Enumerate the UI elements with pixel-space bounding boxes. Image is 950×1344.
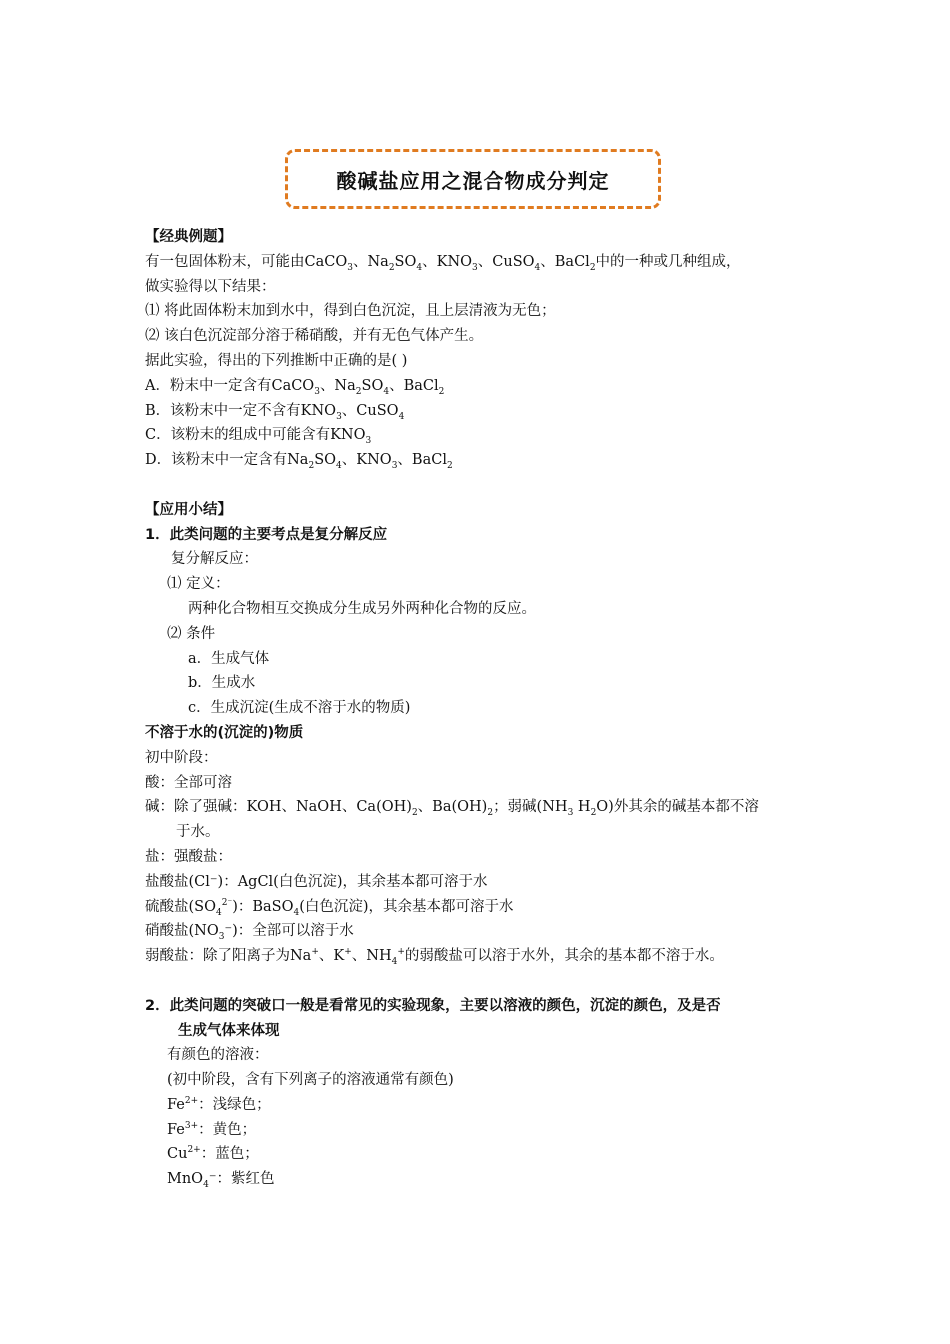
point1-intro: 复分解反应： [171,551,258,568]
acid-line: 酸：全部可溶 [145,774,232,791]
base-line: 碱：除了强碱：KOH、NaOH、$Ca(OH)_2$、$Ba(OH)_2$；弱碱($NH_3$ $H_2O$)外其余的碱基本都不溶 [145,799,759,819]
page-title: 酸碱盐应用之混合物成分判定 [336,168,610,193]
point2-title-cont: 生成气体来体现 [178,1022,280,1039]
option-c: C．该粉末的组成中可能含有$KNO_3$ [145,427,372,447]
point1-title: 1．此类问题的主要考点是复分解反应 [145,526,388,543]
definition-label: ⑴ 定义： [167,576,230,593]
option-b: B．该粉末中一定不含有$KNO_3$、CuSO$_4$ [145,402,405,422]
colored-note: (初中阶段，含有下列离子的溶液通常有颜色) [167,1072,454,1089]
condition-label: ⑵ 条件 [167,625,216,642]
example-question: 据此实验，得出的下列推断中正确的是( ) [145,352,408,369]
ion-formula: MnO$_4$⁻ [167,1171,217,1191]
point2-title: 2．此类问题的突破口一般是看常见的实验现象，主要以溶液的颜色，沉淀的颜色，及是否 [145,997,721,1014]
title-box [285,149,661,209]
condition-item: b．生成水 [188,675,256,692]
ion-color: ：紫红色 [216,1171,275,1188]
ion-color: ：蓝色； [200,1146,259,1163]
ion-row [0,1118,950,1143]
ion-formula: $Cu^{2+}$ [167,1145,201,1163]
weak-acid-salt-line: 弱酸盐：除了阳离子为Na+、K+、$NH_4^+$的弱酸盐可以溶于水外，其余的基本都不溶于水。 [145,947,724,967]
document-body [0,225,950,1192]
example-heading: 【经典例题】 [145,229,232,245]
condition-item: c．生成沉淀(生成不溶于水的物质) [188,700,411,717]
example-stem-line: ⑵ 该白色沉淀部分溶于稀硝酸，并有无色气体产生。 [145,328,484,345]
ion-row [0,1167,950,1192]
ion-row [0,1142,950,1167]
example-stem-line: 做实验得以下结果： [145,278,276,295]
example-stem-line: ⑴ 将此固体粉末加到水中，得到白色沉淀，且上层清液为无色； [145,303,556,320]
definition-text: 两种化合物相互交换成分生成另外两种化合物的反应。 [188,600,536,617]
example-stem-line: 有一包固体粉末，可能由CaCO$_3$、$Na_2SO_4$、$KNO_3$、CuSO$_4$、BaCl$_2$中的一种或几种组成， [145,253,741,273]
colored-solution-label: 有颜色的溶液： [167,1047,269,1064]
insoluble-stage: 初中阶段： [145,749,218,766]
summary-heading: 【应用小结】 [145,501,232,518]
insoluble-title: 不溶于水的(沉淀的)物质 [145,724,304,741]
ion-row [0,1093,950,1118]
ion-color: ：黄色； [198,1121,257,1138]
base-line-cont: 于水。 [176,824,220,841]
sulfate-line: 硫酸盐$(SO_4^{2^-})$：BaSO$_4$(白色沉淀)，其余基本都可溶于水 [145,897,514,918]
option-d: D．该粉末中一定含有$Na_2SO_4$、$KNO_3$、BaCl$_2$ [145,452,453,472]
nitrate-line: 硝酸盐$(NO_3^-)$：全部可以溶于水 [145,923,354,943]
condition-item: a．生成气体 [188,650,270,667]
ion-color: ：浅绿色； [198,1096,271,1113]
ion-formula: $Fe^{3+}$ [167,1120,199,1138]
salt-line: 盐：强酸盐： [145,848,232,865]
option-a: A．粉末中一定含有CaCO$_3$、$Na_2SO_4$、BaCl$_2$ [145,377,445,397]
ion-formula: $Fe^{2+}$ [167,1096,199,1113]
chloride-line: 盐酸盐(Cl⁻)：AgCl(白色沉淀)，其余基本都可溶于水 [145,873,488,890]
